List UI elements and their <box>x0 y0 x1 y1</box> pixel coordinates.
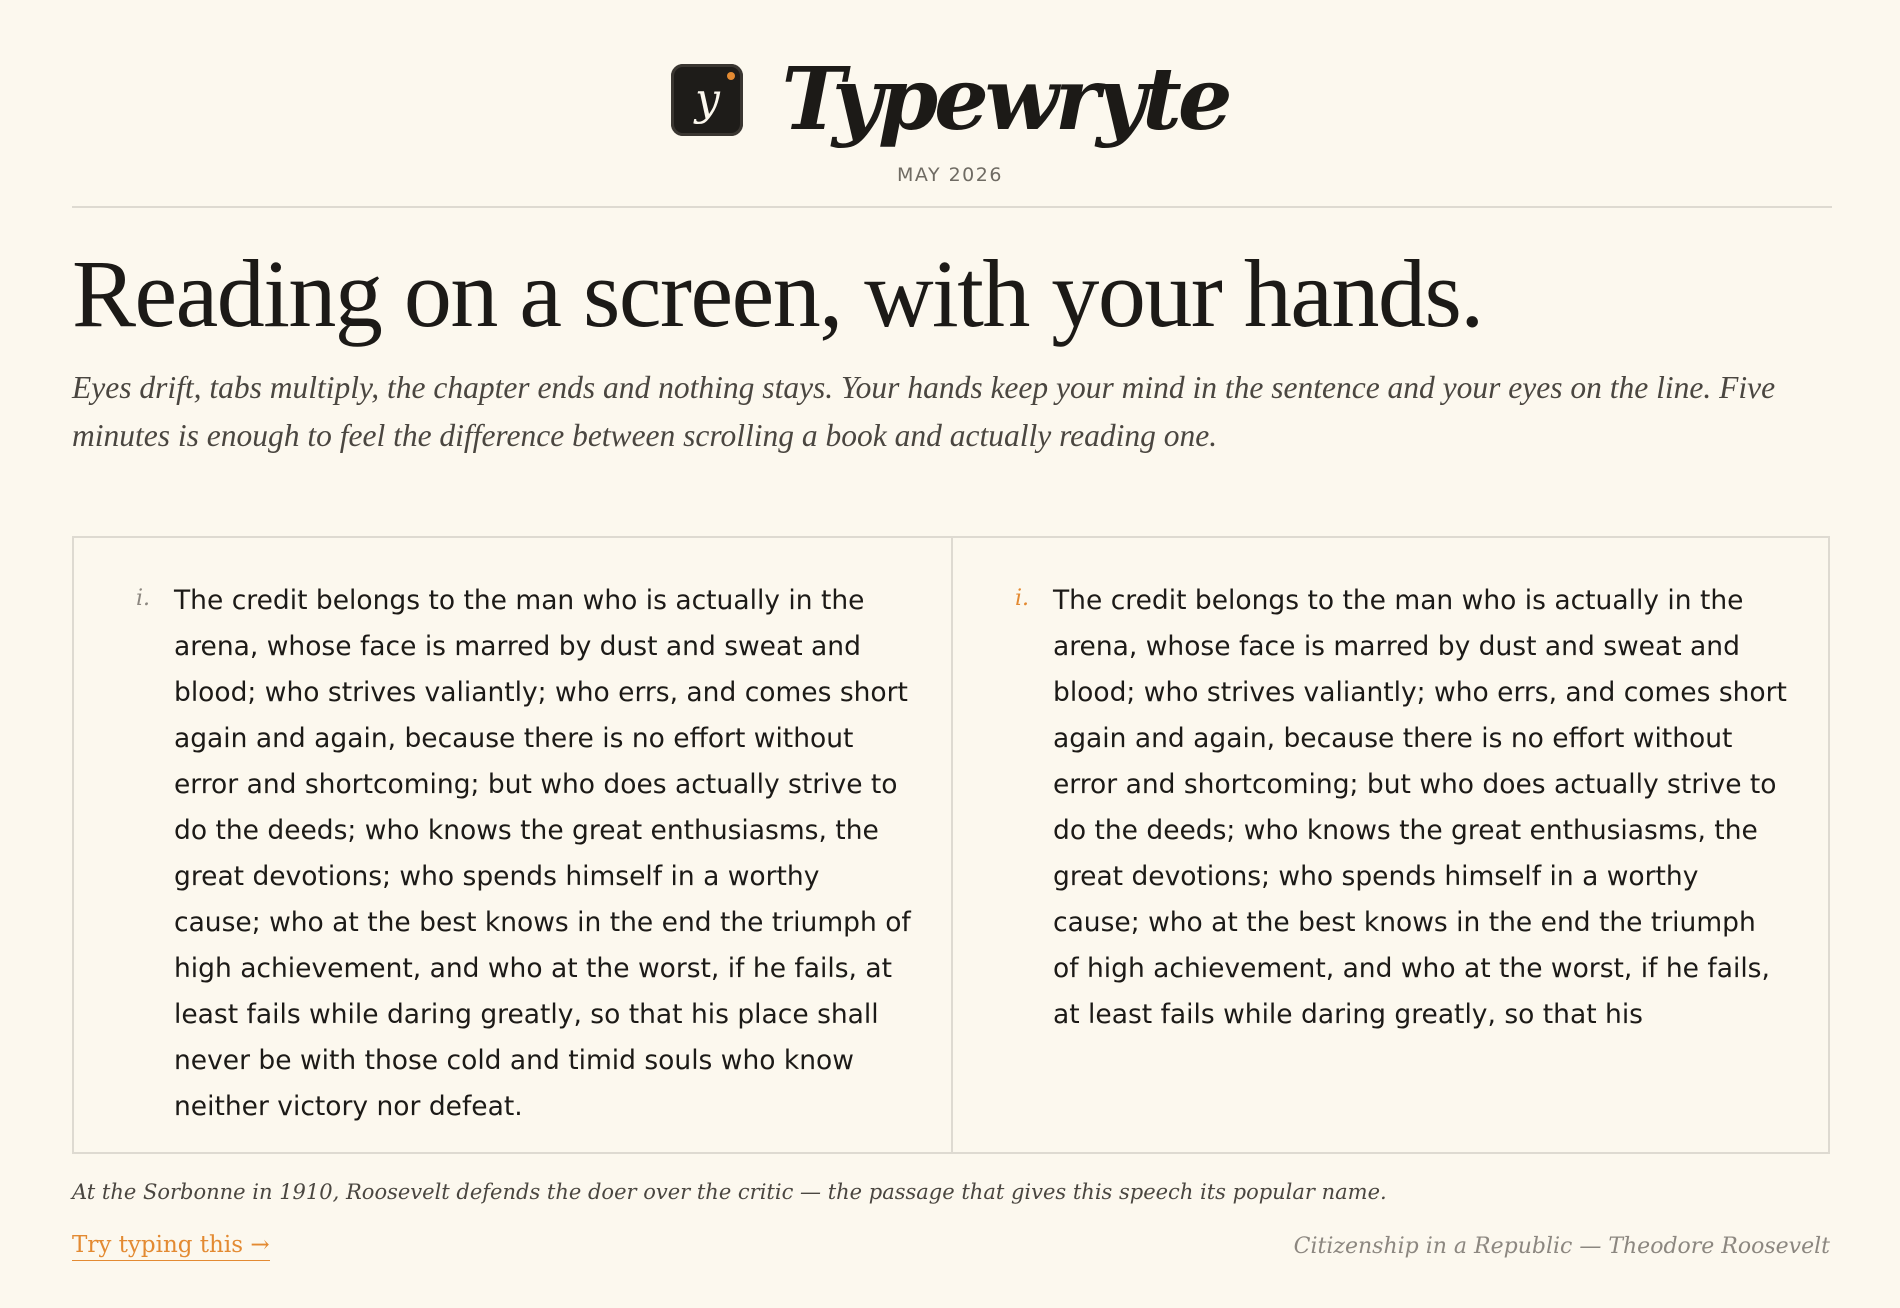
typed-text-pane[interactable] <box>951 538 1828 1152</box>
typewriter-key-logo-icon <box>671 64 743 136</box>
logo-glyph: y <box>695 74 720 125</box>
header-divider <box>72 206 1832 208</box>
masthead <box>0 0 1900 200</box>
try-typing-link[interactable]: Try typing this → <box>72 1232 270 1261</box>
article-headline: Reading on a screen, with your hands. <box>72 240 1483 347</box>
source-passage-text: The credit belongs to the man who is actually in the arena, whose face is marred by dust and sweat and blood; who strives valiantly; who errs, and comes short again and again, because there is no effort without error and shortcoming; but who does actually strive to do the deeds; who knows the great enthusiasms, the great devotions; who spends himself in a worthy cause; who at the best knows in the end the triumph of high achievement, and who at the worst, if he fails, at least fails while daring greatly, so that his place shall never be with those cold and timid souls who know neither victory nor defeat. <box>174 585 911 1122</box>
passage-caption: At the Sorbonne in 1910, Roosevelt defends the doer over the critic — the passage that gives this speech its popular name. <box>72 1180 1387 1204</box>
brand-lockup <box>0 50 1900 150</box>
issue-date: MAY 2026 <box>897 164 1003 186</box>
typing-comparison-panel <box>72 536 1830 1154</box>
source-passage-numeral: i. <box>136 586 151 611</box>
typed-passage-numeral: i. <box>1015 586 1030 611</box>
passage-source-attribution: Citizenship in a Republic — Theodore Roosevelt <box>1293 1234 1830 1259</box>
typed-passage-text: The credit belongs to the man who is actually in the arena, whose face is marred by dust and sweat and blood; who strives valiantly; who errs, and comes short again and again, because there is no effort without error and shortcoming; but who does actually strive to do the deeds; who knows the great enthusiasms, the great devotions; who spends himself in a worthy cause; who at the best knows in the end the triumph of high achievement, and who at the worst, if he fails, at least fails while daring greatly, so that his <box>1053 585 1787 1030</box>
brand-wordmark: Typewryte <box>781 49 1229 150</box>
article-dek: Eyes drift, tabs multiply, the chapter ends and nothing stays. Your hands keep your mind in the sentence and your eyes on the line. Five minutes is enough to feel the difference between scrolling a book and actually reading one. <box>72 370 1776 453</box>
source-text-pane <box>74 538 951 1152</box>
